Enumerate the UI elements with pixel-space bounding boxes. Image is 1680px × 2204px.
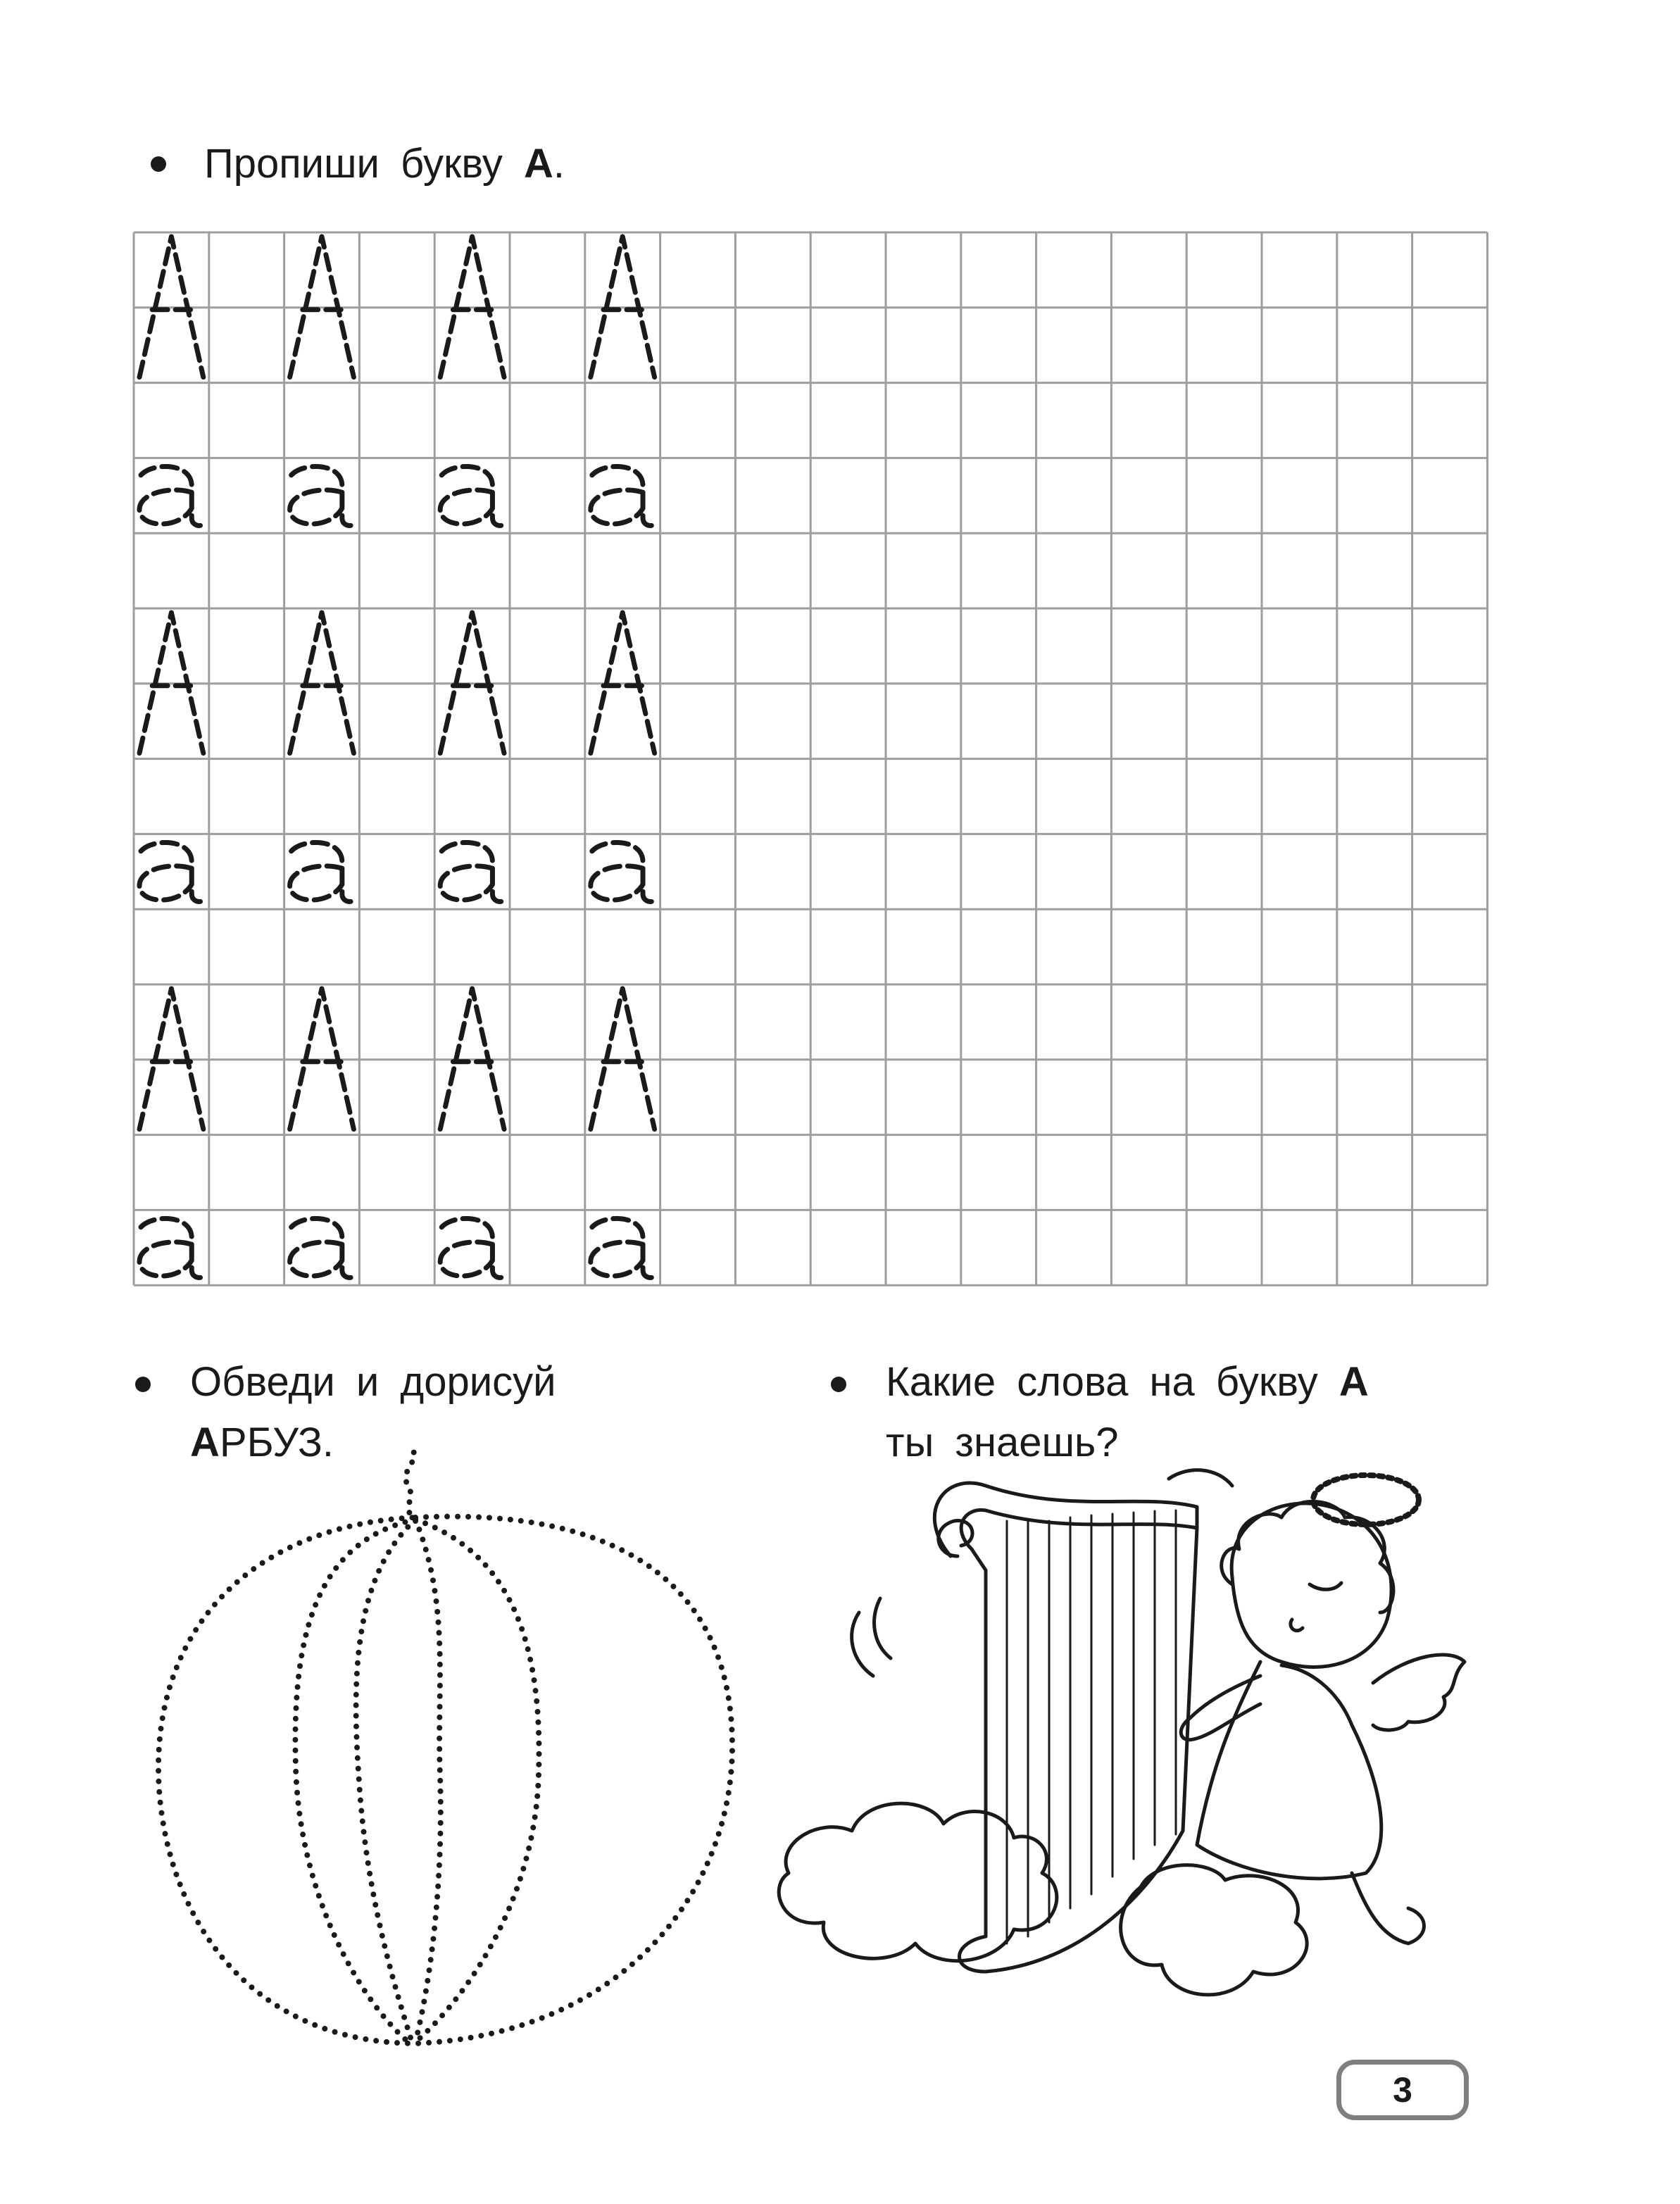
letter-a-lowercase-stroke [591,466,656,525]
grid-lines [134,232,1487,1285]
watermelon-stripe-icon [415,1520,441,2042]
cloud-icon [779,1803,1057,1961]
tracing-lowercase-a [290,1218,356,1277]
angel-wing-icon [1373,1655,1465,1730]
watermelon-stem-icon [406,1451,415,1521]
tracing-lowercase-a [290,842,356,901]
task-write-letter-end: . [553,141,565,187]
tracing-lowercase-a [440,842,506,901]
task-trace-watermelon-letter: А [190,1420,220,1465]
letter-a-lowercase-stroke [290,1218,356,1277]
motion-mark-icon [875,1598,891,1658]
task-words-question-line1: Какие слова на букву [886,1359,1339,1405]
harp-scroll-icon [939,1521,972,1556]
halo-icon [1313,1475,1419,1524]
watermelon-stripe-icon [295,1520,415,2042]
task-trace-watermelon-line1: Обведи и дорисуй [190,1359,556,1405]
letter-a-lowercase-stroke [139,842,205,901]
tracing-lowercase-a [591,842,656,901]
angel-eye-icon [1310,1583,1341,1589]
angel-with-harp-picture [775,1451,1479,2049]
task-write-letter-text: Пропиши букву [204,141,525,187]
bullet-icon [135,1377,151,1392]
letter-a-lowercase-stroke [591,1218,656,1277]
page-number: 3 [1393,2070,1412,2110]
tracing-lowercase-a [139,842,205,901]
angel-hair-icon [1222,1501,1393,1613]
watermelon-stripe-icon [415,1520,539,2042]
motion-mark-icon [1169,1470,1232,1486]
tracing-lowercase-a [290,466,356,525]
watermelon-outline-icon [158,1517,732,2043]
tracing-letters [139,237,656,1277]
page-number-badge [1336,2060,1469,2120]
bullet-icon [831,1377,846,1392]
watermelon-stripe-icon [356,1520,415,2042]
task-words-question-line2: ты знаешь? [886,1420,1119,1465]
tracing-lowercase-a [591,1218,656,1277]
letter-a-lowercase-stroke [290,466,356,525]
cloud-icon [1121,1865,1307,1995]
task-write-letter-letter: А [524,141,553,187]
motion-mark-icon [852,1613,873,1676]
letter-a-lowercase-stroke [440,466,506,525]
letter-a-lowercase-stroke [440,1218,506,1277]
letter-a-lowercase-stroke [290,842,356,901]
harp-frame-icon [934,1483,1197,1972]
letter-a-lowercase-stroke [139,466,205,525]
angel-mouth-icon [1291,1620,1303,1631]
tracing-lowercase-a [440,1218,506,1277]
letter-a-lowercase-stroke [591,842,656,901]
angel-foot-icon [1352,1873,1424,1943]
letter-a-lowercase-stroke [440,842,506,901]
tracing-lowercase-a [139,1218,205,1277]
tracing-lowercase-a [139,466,205,525]
task-words-question-letter: А [1339,1359,1369,1405]
letter-a-lowercase-stroke [139,1218,205,1277]
watermelon-tracing-picture [127,1436,775,2105]
task-trace-watermelon-line2: РБУЗ. [219,1420,334,1465]
tracing-lowercase-a [591,466,656,525]
tracing-lowercase-a [440,466,506,525]
